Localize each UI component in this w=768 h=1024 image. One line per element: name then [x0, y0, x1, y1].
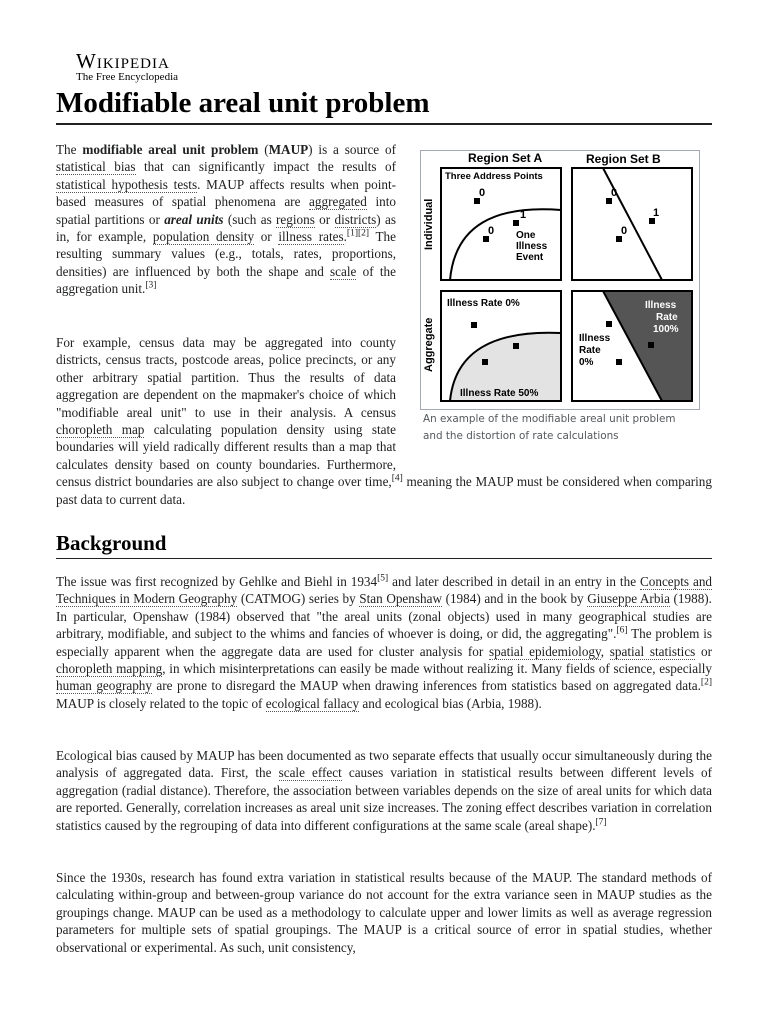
text: The issue was first recognized by Gehlke and Biehl in 1934 [56, 574, 378, 589]
rate-top-label: Illness Rate 0% [447, 298, 520, 309]
point [482, 359, 488, 365]
link-choropleth-map[interactable]: choropleth map [56, 422, 145, 438]
link-human-geography[interactable]: human geography [56, 678, 152, 694]
citation-3[interactable]: [3] [145, 280, 157, 291]
background-paragraph-3 [56, 869, 712, 956]
point-label-zero: 0 [611, 187, 618, 199]
event-label-2: Illness [516, 241, 548, 252]
link-districts[interactable]: districts [334, 211, 377, 227]
text: that can significantly impact the results of [135, 159, 396, 175]
panel-a-individual [441, 168, 561, 280]
link-population-density[interactable]: population density [152, 229, 255, 245]
text: , [600, 643, 610, 659]
text: meaning the MAUP must be considered when comparing past data to current data. [56, 474, 712, 507]
text: causes variation in statistical results between different levels of aggregation (radial distance). Therefore, the association between variables depends on the size of areal units for which data are reported. Generally, correlation increases as areal unit size increases. The zoning effect describes variation in correlation statistics caused by the regrouping of data into different configurations at the same scale (areal shape). [56, 765, 713, 833]
text: , in which misinterpretations can easily be made without realizing it. Many fields of science, especially [162, 661, 712, 677]
intro-paragraph-1 [56, 141, 396, 298]
point [471, 322, 477, 328]
row-aggregate-label: Aggregate [423, 317, 435, 372]
three-address-label: Three Address Points [445, 171, 543, 182]
point-label-zero: 0 [488, 225, 495, 237]
link-ecological-fallacy[interactable]: ecological fallacy [265, 695, 360, 711]
text: and ecological bias (Arbia, 1988). [359, 695, 542, 711]
point [616, 359, 622, 365]
point-label-one: 1 [653, 207, 660, 219]
figure-caption [423, 411, 713, 445]
text: or [254, 229, 279, 245]
event-label-1: One [516, 230, 536, 241]
text: into spatial partitions or [56, 194, 396, 227]
caption-line-2: and the distortion of rate calculations [423, 430, 619, 442]
text: of the aggregation unit. [56, 263, 396, 297]
text: (1984) and in the book by [441, 591, 588, 607]
link-statistical-bias[interactable]: statistical bias [56, 159, 136, 175]
text: Ecological bias caused by MAUP has been documented as two separate effects that usually occur simultaneously during the analysis of aggregated data. First, the [56, 748, 712, 781]
link-illness-rates[interactable]: illness rates [278, 229, 344, 245]
text: The [56, 142, 83, 157]
link-spatial-statistics[interactable]: spatial statistics [609, 643, 696, 659]
text: ( [258, 142, 269, 157]
wikipedia-logo[interactable] [76, 50, 206, 83]
b-right-label-1: Illness [645, 300, 677, 311]
link-stan-openshaw[interactable]: Stan Openshaw [359, 591, 442, 607]
text: The problem is especially apparent when the aggregate data are used for cluster analysis for [56, 626, 712, 659]
point [606, 321, 612, 327]
b-left-label-3: 0% [579, 357, 594, 368]
link-scale-effect[interactable]: scale effect [278, 765, 342, 781]
text: . MAUP affects results when point-based measures of spatial phenomena are [56, 176, 397, 210]
text: calculating population density using state boundaries will yield radically different results than a map that calculates density based on county boundaries. Furthermore, census district boundaries are also subject to change over time, [56, 422, 396, 490]
citation-5[interactable]: [5] [377, 573, 389, 584]
citation-1[interactable]: [1] [346, 228, 358, 239]
background-paragraph-1 [56, 573, 712, 712]
event-label-3: Event [516, 252, 544, 263]
text: (CATMOG) series by [237, 591, 360, 607]
text: are prone to disregard the MAUP when drawing inferences from statistics based on aggregated data. [151, 678, 701, 694]
text: The resulting summary values (e.g., totals, rates, proportions, densities) are influenced by both the shape and [56, 229, 396, 279]
maup-figure[interactable] [420, 150, 700, 410]
point [513, 220, 519, 226]
b-left-label-1: Illness [579, 333, 611, 344]
rate-bottom-label: Illness Rate 50% [460, 388, 539, 399]
col-a-label: Region Set A [468, 151, 543, 165]
text: or [314, 211, 335, 227]
wikipedia-tagline: The Free Encyclopedia [76, 71, 179, 83]
text: ) is a source of [308, 142, 396, 157]
link-giuseppe-arbia[interactable]: Giuseppe Arbia [587, 591, 670, 607]
bold-italic-term: areal units [164, 211, 224, 227]
text: Since the 1930s, research has found extra variation in statistical results because of the MAUP. The standard methods of calculating within-group and between-group variance do not account for the extra variance seen in MAUP studies as the groupings change. MAUP can be used as a methodology to calculate upper and lower limits as well as average regression parameters for multiple sets of spatial groupings. The MAUP is a critical source of error in spatial studies, whether observational or experimental. As such, unit consistency, [56, 870, 712, 955]
maup-diagram [420, 150, 700, 410]
point [513, 343, 519, 349]
citation-6[interactable]: [6] [616, 625, 628, 636]
point-label-zero: 0 [621, 225, 628, 237]
link-scale[interactable]: scale [330, 263, 357, 279]
citation-2b[interactable]: [2] [700, 678, 712, 689]
point-label-one: 1 [520, 209, 527, 221]
text: For example, census data may be aggregated into county districts, census tracts, postcode areas, police precincts, or any other arbitrary spatial partition. Thus the results of data aggregation are dependent on the mapmaker's choice of which "modifiable areal unit" to use in their analysis. A census [56, 335, 396, 420]
link-regions[interactable]: regions [276, 211, 315, 227]
link-aggregated[interactable]: aggregated [309, 194, 367, 210]
text: and later described in detail in an entry in the [388, 574, 640, 589]
text: . [343, 229, 347, 245]
b-right-label-2: Rate [656, 312, 678, 323]
text: (1988). In particular, Openshaw (1984) observed that "the areal units (zonal objects) used in many geographical studies are arbitrary, modifiable, and subject to the whims and fancies of whoever is doing, or did, the aggregating". [56, 591, 712, 642]
row-individual-label: Individual [423, 198, 435, 250]
point-label-zero: 0 [479, 187, 486, 199]
col-b-label: Region Set B [586, 152, 661, 166]
point [648, 342, 654, 348]
citation-2[interactable]: [2] [358, 228, 370, 239]
link-spatial-epidemiology[interactable]: spatial epidemiology [488, 643, 601, 659]
bold-term: modifiable areal unit problem [82, 142, 259, 157]
text: (such as [223, 211, 277, 227]
b-right-label-3: 100% [653, 324, 679, 335]
citation-7[interactable]: [7] [595, 817, 607, 828]
text: ) as in, for example, [56, 211, 396, 245]
bold-acronym: MAUP [268, 142, 309, 157]
b-left-label-2: Rate [579, 345, 601, 356]
page-title: Modifiable areal unit problem [56, 86, 712, 125]
background-paragraph-2 [56, 747, 712, 834]
link-statistical-hypothesis-tests[interactable]: statistical hypothesis tests [56, 176, 198, 192]
link-catmog[interactable]: Concepts and Techniques in Modern Geography [56, 574, 713, 607]
link-choropleth-mapping[interactable]: choropleth mapping [56, 661, 163, 677]
wikipedia-wordmark: Wikipedia [76, 49, 170, 73]
section-heading-background: Background [56, 530, 712, 559]
citation-4[interactable]: [4] [391, 473, 403, 484]
caption-line-1: An example of the modifiable areal unit problem [423, 413, 676, 425]
text: or [695, 643, 712, 659]
text: MAUP is closely related to the topic of [56, 695, 266, 711]
